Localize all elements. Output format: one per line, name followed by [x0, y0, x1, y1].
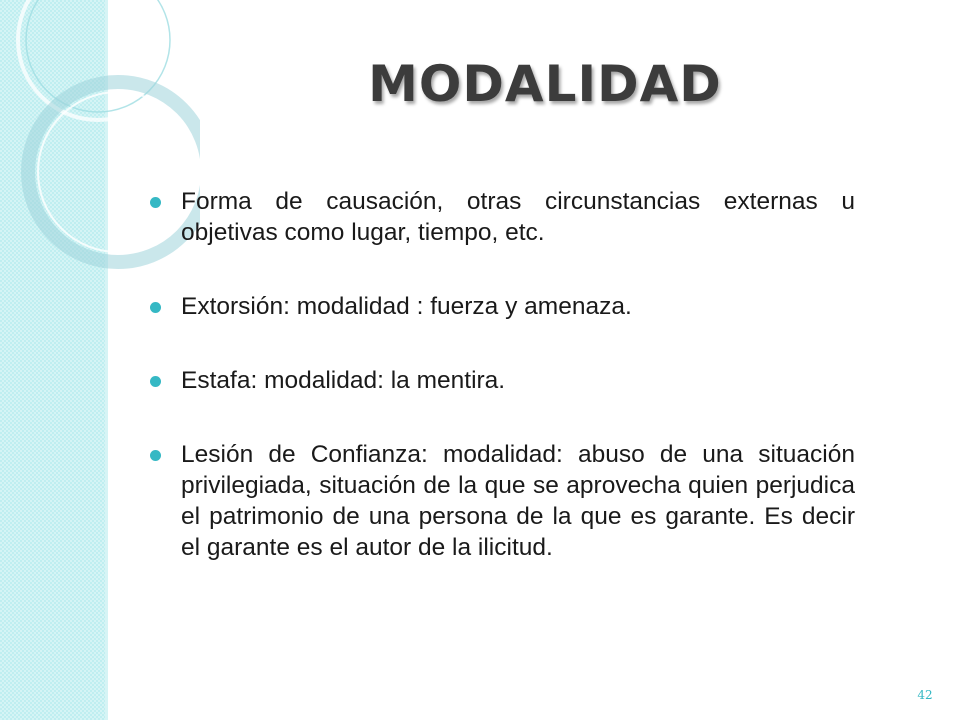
bullet-text: Lesión de Confianza: modalidad: abuso de una situación privilegiada, situación de la que se aprovecha quien perjudica el patrimonio de una persona de la que es garante. Es decir el garante es el autor de la ilicitud. [181, 441, 855, 561]
bullet-dot-icon [150, 197, 161, 208]
bullet-item [150, 365, 855, 396]
bullet-item [150, 186, 855, 248]
bullet-item [150, 291, 855, 322]
bullet-text: Forma de causación, otras circunstancias externas u objetivas como lugar, tiempo, etc. [181, 188, 855, 246]
bullet-item [150, 439, 855, 563]
page-number: 42 [917, 688, 933, 702]
bullet-list [150, 186, 855, 563]
bullet-text: Extorsión: modalidad : fuerza y amenaza. [181, 293, 632, 320]
bullet-dot-icon [150, 450, 161, 461]
bullet-dot-icon [150, 302, 161, 313]
upper-ring [18, 0, 178, 120]
bullet-text: Estafa: modalidad: la mentira. [181, 367, 506, 394]
bullet-dot-icon [150, 376, 161, 387]
slide-title: MODALIDAD [368, 55, 722, 113]
